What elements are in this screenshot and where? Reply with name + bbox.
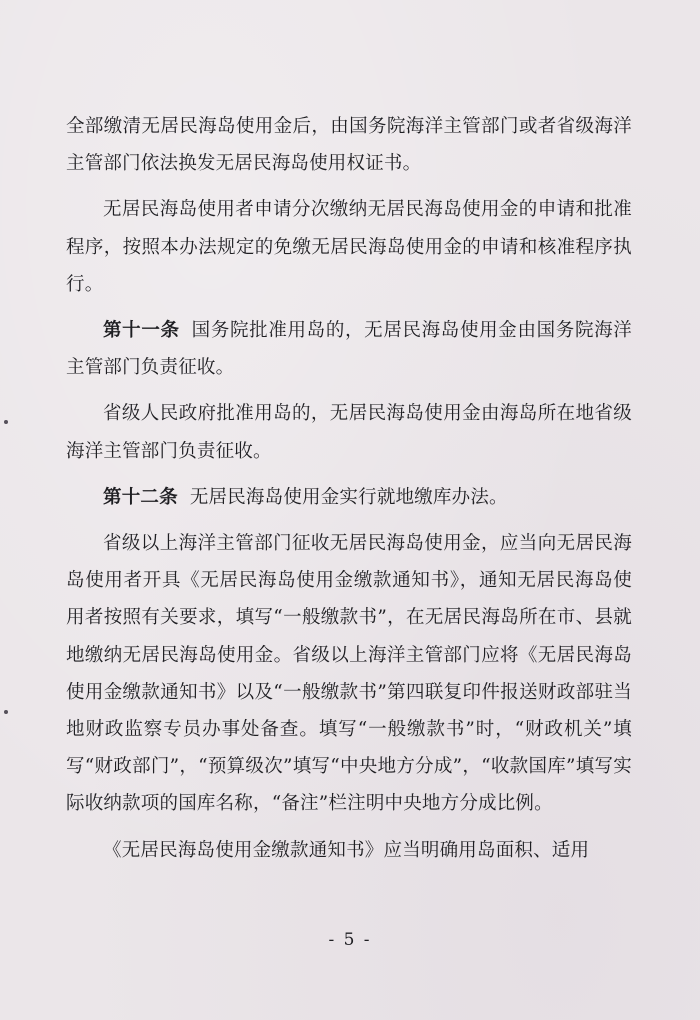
paragraph-text: 省级以上海洋主管部门征收无居民海岛使用金，应当向无居民海岛使用者开具《无居民海岛使用金缴款通知书》，通知无居民海岛使用者按照有关要求，填写“一般缴款书”，在无居民海岛所在市、县就地缴纳无居民海岛使用金。省级以上海洋主管部门应将《无居民海岛使用金缴款通知书》以及“一般缴款书”第四联复印件报送财政部驻当地财政监察专员办事处备查。填写“一般缴款书”时，“财政机关”填写“财政部门”，“预算级次”填写“中央地方分成”，“收款国库”填写实际收纳款项的国库名称，“备注”栏注明中央地方分成比例。 [66, 533, 632, 815]
paragraph-text: 《无居民海岛使用金缴款通知书》应当明确用岛面积、适用 [103, 839, 590, 861]
paragraph-text: 无居民海岛使用者申请分次缴纳无居民海岛使用金的申请和批准程序，按照本办法规定的免缴无居民海岛使用金的申请和核准程序执行。 [66, 199, 632, 295]
binding-hole-mark [4, 420, 8, 424]
paragraph-text: 省级人民政府批准用岛的，无居民海岛使用金由海岛所在地省级海洋主管部门负责征收。 [66, 403, 632, 462]
document-body [66, 108, 632, 878]
paragraph-text: 无居民海岛使用金实行就地缴库办法。 [189, 486, 508, 508]
article-12 [66, 479, 632, 516]
article-heading: 第十二条 [103, 486, 178, 508]
binding-hole-mark [4, 710, 8, 714]
paragraph-2 [66, 191, 632, 303]
article-heading: 第十一条 [103, 320, 180, 342]
page-number: - 5 - [328, 930, 372, 950]
paragraph-7 [66, 832, 632, 869]
paragraph-text: 国务院批准用岛的，无居民海岛使用金由国务院海洋主管部门负责征收。 [66, 320, 632, 379]
paragraph-text: 全部缴清无居民海岛使用金后，由国务院海洋主管部门或者省级海洋主管部门依法换发无居民海岛使用权证书。 [66, 116, 632, 175]
paragraph-1 [66, 108, 632, 182]
paragraph-6 [66, 525, 632, 823]
paragraph-4 [66, 395, 632, 469]
article-11 [66, 312, 632, 386]
